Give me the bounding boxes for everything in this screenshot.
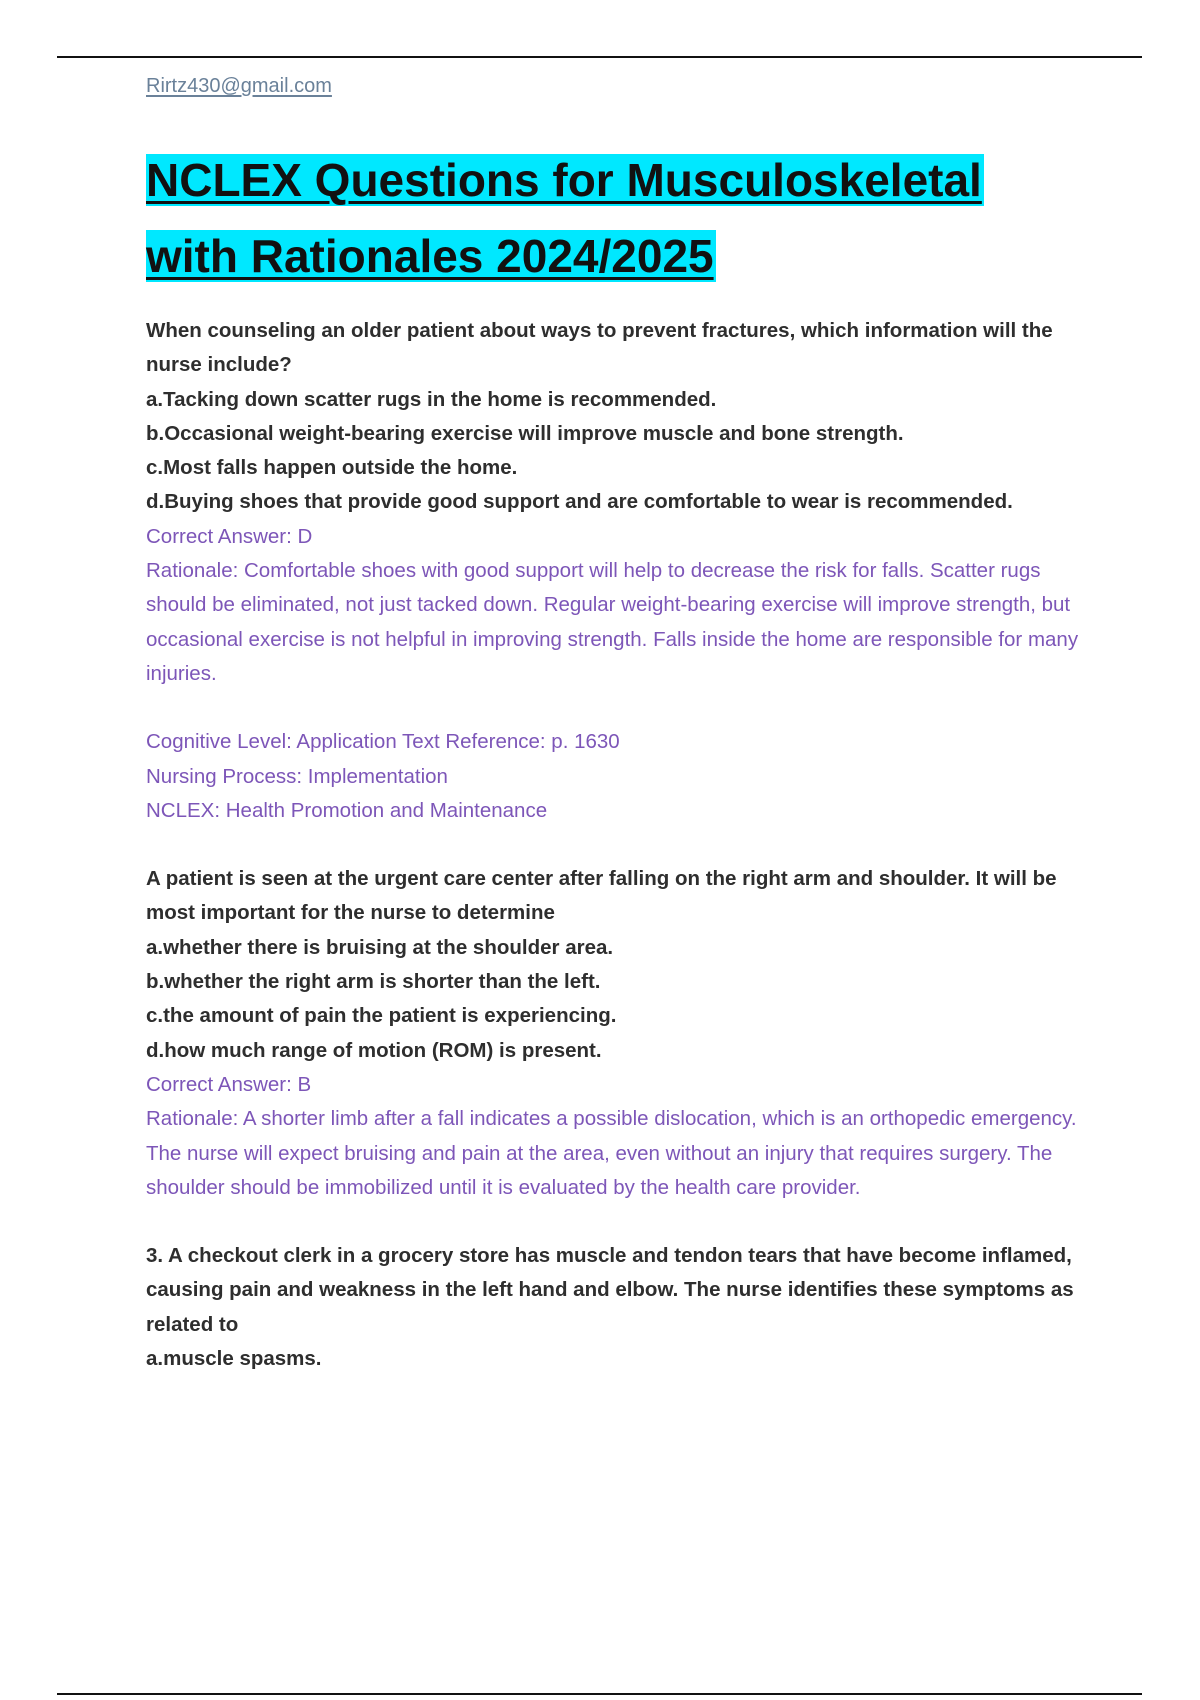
rationale: Rationale: A shorter limb after a fall indicates a possible dislocation, which is an orthopedic emergency. The nurse will expect bruising and pain at the area, even without an injury that requires surgery. The shoulder should be immobilized until it is evaluated by the health care provider. [146, 1107, 1077, 1199]
question-stem: When counseling an older patient about ways to prevent fractures, which information will the nurse include? [146, 319, 1053, 377]
question-1 [146, 314, 1106, 828]
bottom-divider [57, 1693, 1142, 1695]
top-divider [57, 56, 1142, 58]
correct-answer: Correct Answer: B [146, 1072, 312, 1096]
option-a: a.Tacking down scatter rugs in the home is recommended. [146, 387, 717, 411]
option-a: a.muscle spasms. [146, 1347, 322, 1371]
option-b: b.Occasional weight-bearing exercise will improve muscle and bone strength. [146, 421, 904, 445]
option-c: c.Most falls happen outside the home. [146, 456, 518, 480]
option-c: c.the amount of pain the patient is experiencing. [146, 1004, 617, 1028]
question-stem: A patient is seen at the urgent care center after falling on the right arm and shoulder. It will be most important for the nurse to determine [146, 867, 1057, 925]
meta-nursing-process: Nursing Process: Implementation [146, 764, 448, 788]
question-stem: 3. A checkout clerk in a grocery store has muscle and tendon tears that have become inflamed, causing pain and weakness in the left hand and elbow. The nurse identifies these symptoms as related to [146, 1244, 1074, 1336]
title-line-2: with Rationales 2024/2025 [146, 230, 714, 282]
question-2 [146, 862, 1106, 1205]
question-3 [146, 1239, 1106, 1376]
page-title [146, 142, 1106, 294]
document-page [146, 72, 1106, 1376]
option-d: d.Buying shoes that provide good support and are comfortable to wear is recommended. [146, 490, 1013, 514]
option-b: b.whether the right arm is shorter than the left. [146, 970, 601, 994]
correct-answer: Correct Answer: D [146, 524, 313, 548]
option-a: a.whether there is bruising at the shoulder area. [146, 935, 614, 959]
option-d: d.how much range of motion (ROM) is present. [146, 1038, 602, 1062]
rationale: Rationale: Comfortable shoes with good support will help to decrease the risk for falls. Scatter rugs should be eliminated, not just tacked down. Regular weight-bearing exercise will improve strength, but occasional exercise is not helpful in improving strength. Falls inside the home are responsible for many injuries. [146, 559, 1079, 685]
email-link[interactable]: Rirtz430@gmail.com [146, 75, 332, 97]
meta-nclex-category: NCLEX: Health Promotion and Maintenance [146, 798, 548, 822]
title-line-1: NCLEX Questions for Musculoskeletal [146, 154, 982, 206]
question-meta [146, 725, 1106, 828]
meta-cognitive-level: Cognitive Level: Application Text Reference: p. 1630 [146, 730, 620, 754]
